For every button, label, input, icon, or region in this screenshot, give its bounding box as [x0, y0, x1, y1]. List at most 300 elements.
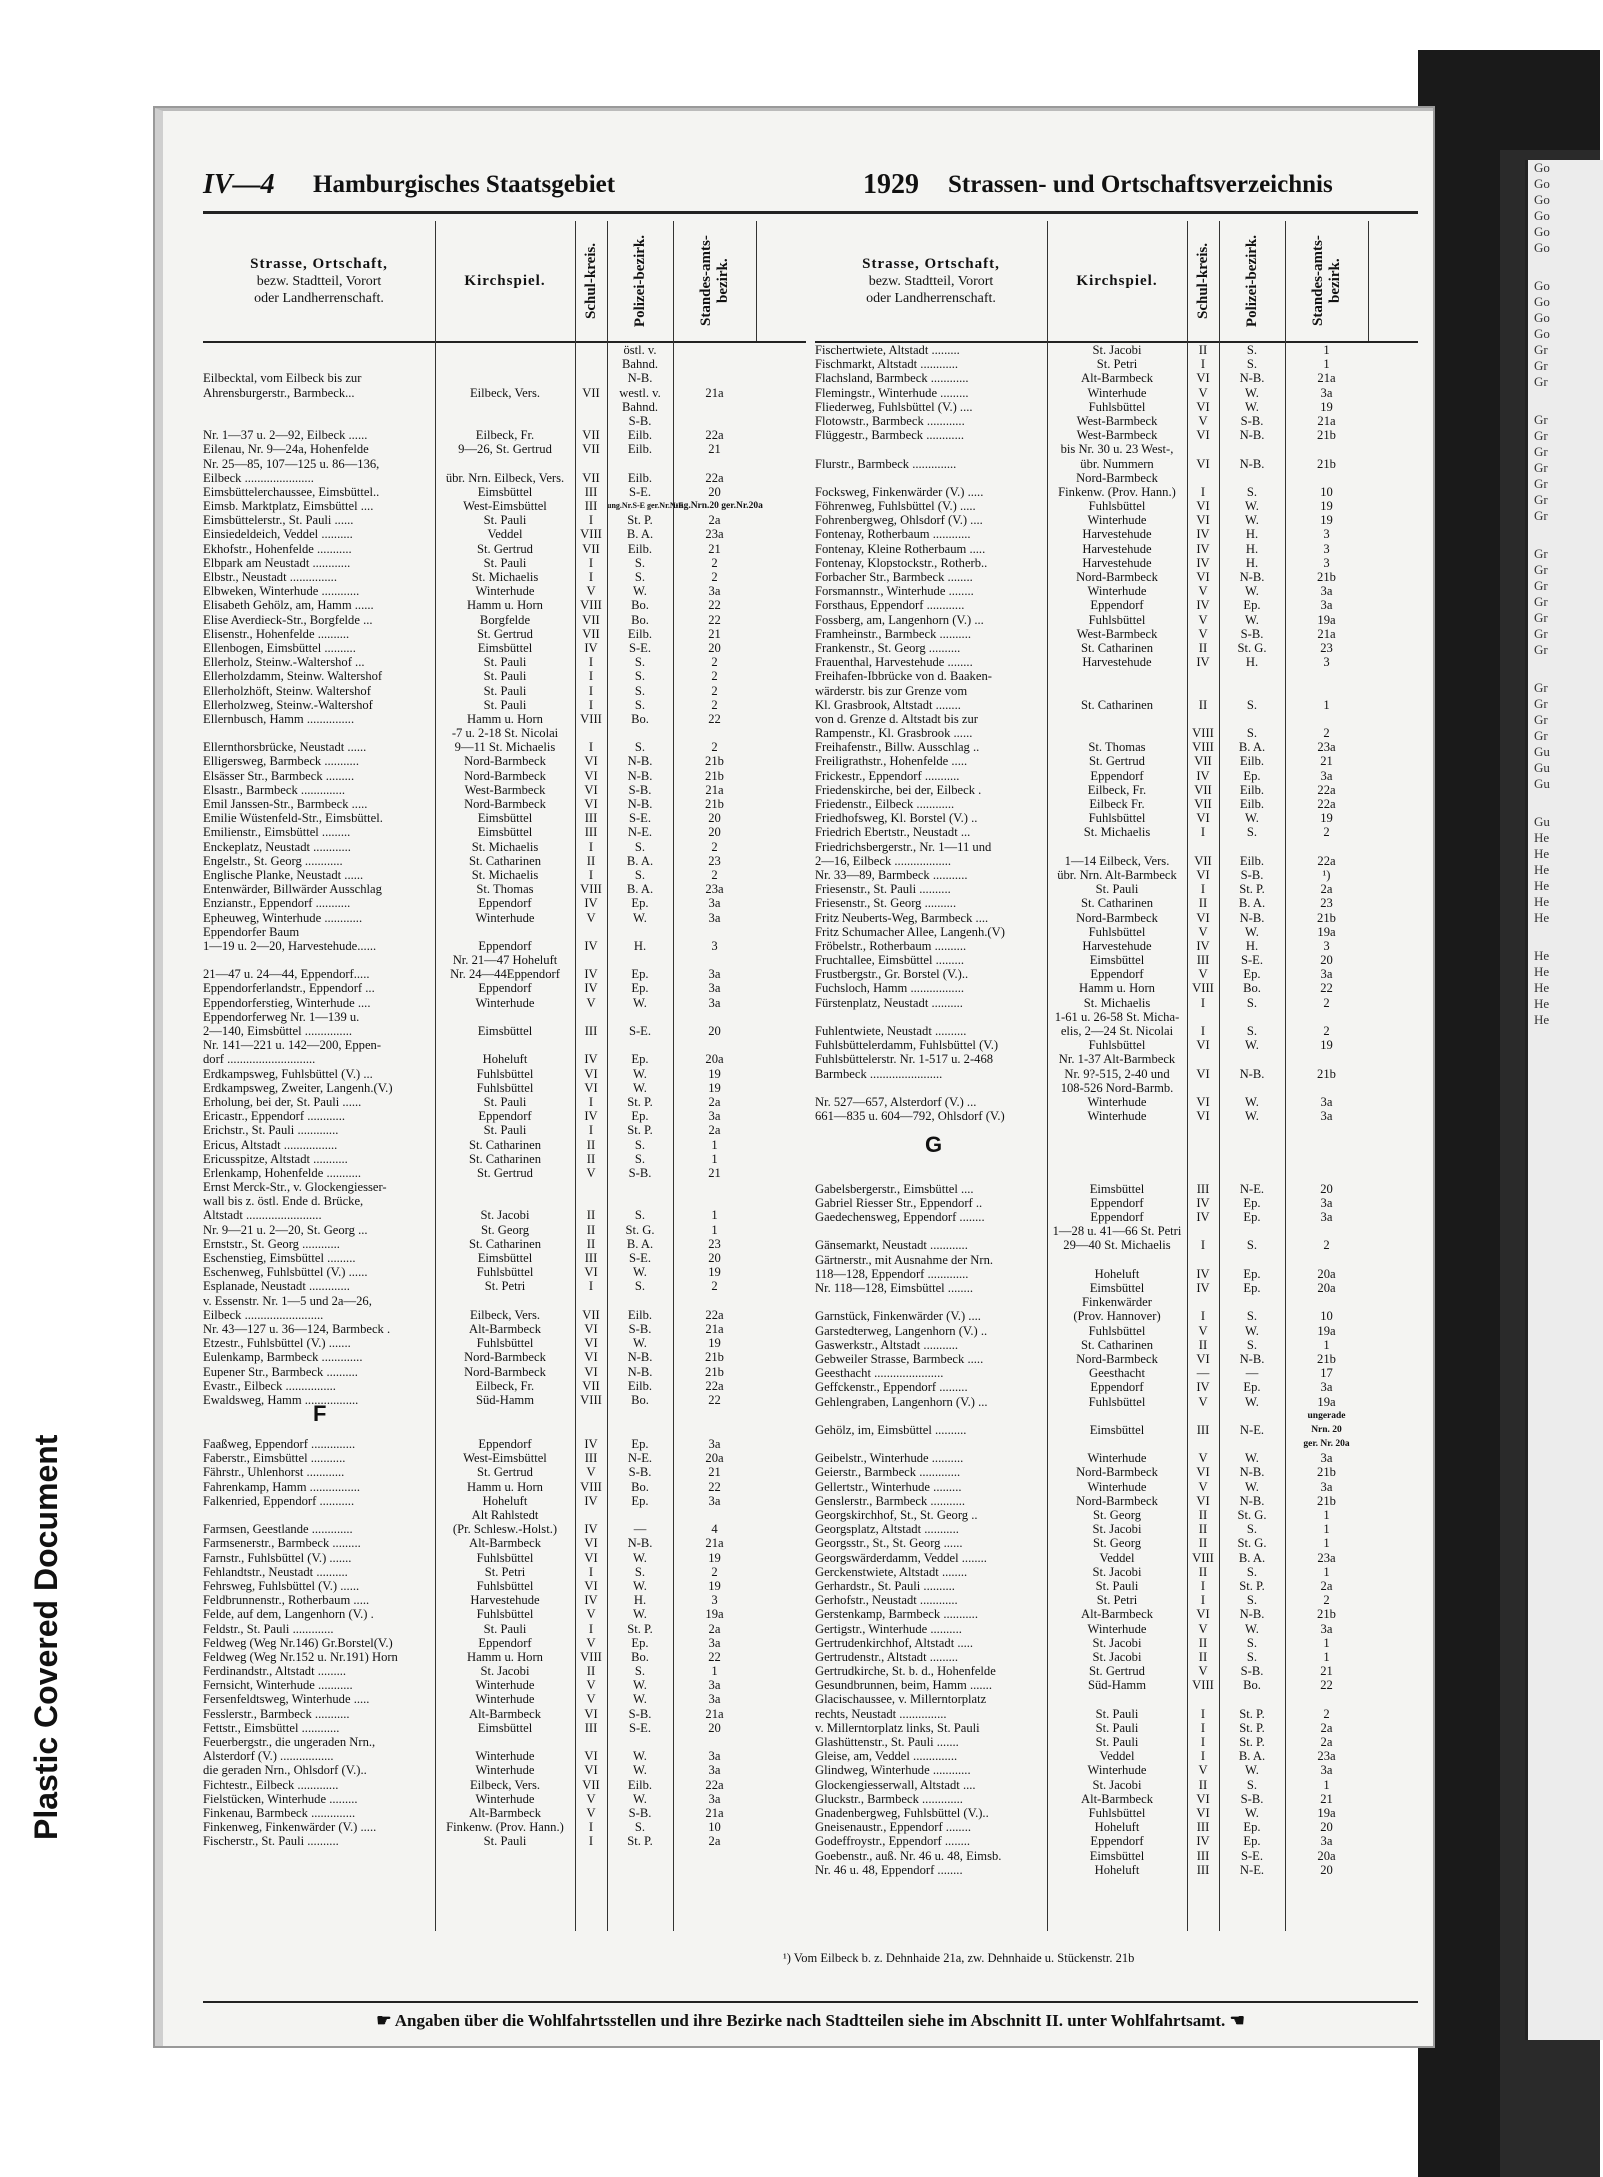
parish: Hoheluft: [482, 1052, 528, 1067]
school-district: VI: [1196, 399, 1210, 414]
parish: Winterhude: [1087, 1451, 1147, 1466]
street-entry: [203, 1265, 806, 1279]
next-page-fragment: Gr: [1534, 562, 1548, 577]
parish: übr. Nummern: [1080, 456, 1154, 471]
street-entry: [203, 1393, 806, 1407]
street-entry: [815, 627, 1418, 641]
school-district: IV: [584, 1109, 598, 1124]
street-entry: [203, 939, 806, 953]
school-district: [1187, 1253, 1219, 1267]
police-district: [1219, 1253, 1285, 1267]
registry-district: 21b: [1317, 1465, 1336, 1480]
police-district: Bo.: [631, 598, 649, 613]
street-entry: [815, 882, 1418, 896]
registry-district: 20: [1320, 1181, 1333, 1196]
police-district: W.: [1245, 1479, 1259, 1494]
parish: Veddel: [1099, 1749, 1135, 1764]
street-name: Feldstr., St. Pauli .............: [203, 1621, 334, 1636]
street-name: Flachsland, Barmbeck ............: [815, 371, 969, 386]
police-district: S.: [634, 1564, 646, 1579]
registry-district: 10: [708, 1820, 721, 1835]
school-district: I: [1200, 1735, 1206, 1749]
police-district: B. A.: [1238, 1550, 1266, 1565]
police-district: Eilb.: [1239, 853, 1265, 868]
school-district: VI: [1196, 513, 1210, 528]
police-district: S.: [1246, 1522, 1258, 1537]
street-name: dorf ............................: [203, 1052, 316, 1067]
street-entry: [203, 967, 806, 981]
school-district: II: [1198, 1536, 1208, 1551]
registry-district: 3a: [708, 1109, 721, 1124]
next-page-fragment: Gr: [1534, 642, 1548, 657]
registry-district: 2: [1323, 1024, 1330, 1038]
registry-district: 20a: [1317, 1281, 1336, 1295]
police-district: W.: [1245, 924, 1259, 939]
parish: [435, 457, 575, 471]
school-district: [1187, 1224, 1219, 1238]
school-district: I: [1200, 1593, 1206, 1608]
registry-district: 19a: [1317, 612, 1336, 627]
police-district: Ep.: [1243, 1210, 1261, 1225]
parish: St. Gertrud: [1089, 1664, 1145, 1679]
police-district: Bo.: [1243, 981, 1261, 996]
police-district: S-B.: [628, 1706, 652, 1721]
police-district: S.: [1246, 1238, 1258, 1253]
street-entry: [203, 726, 806, 740]
street-entry: [815, 1224, 1418, 1238]
school-district: VIII: [580, 711, 602, 726]
street-name: Nr. 141—221 u. 142—200, Eppen-: [203, 1038, 382, 1053]
street-entry: [815, 1109, 1418, 1123]
school-district: I: [1200, 825, 1206, 840]
header-parish: [1047, 221, 1188, 341]
street-name: Etzestr., Fuhlsbüttel (V.) .......: [203, 1336, 351, 1351]
header-street-line: oder Landherrenschaft.: [866, 290, 996, 306]
street-entry: [203, 386, 806, 400]
street-name: Gluckstr., Barmbeck .............: [815, 1791, 963, 1806]
police-district: Ep.: [1243, 1266, 1261, 1281]
street-entry: [815, 740, 1418, 754]
registry-district: 20: [708, 1251, 721, 1265]
street-entry: [203, 740, 806, 754]
registry-district: 19: [708, 1550, 721, 1565]
registry-district: 22: [708, 711, 721, 726]
school-district: IV: [1196, 1210, 1210, 1225]
street-name: Elisenstr., Hohenfelde ..........: [203, 626, 350, 641]
school-district: [1187, 669, 1219, 683]
street-name: Gertrudkirche, St. b. d., Hohenfelde: [815, 1664, 996, 1679]
police-district: [1219, 840, 1285, 854]
registry-district: 2: [1323, 1706, 1330, 1721]
police-district: St. G.: [1237, 1536, 1267, 1551]
street-name: Fritz Schumacher Allee, Langenh.(V): [815, 924, 1005, 939]
school-district: I: [1200, 1578, 1206, 1593]
school-district: [575, 1038, 607, 1052]
police-district: N-B.: [1239, 1066, 1265, 1081]
police-district: [607, 457, 673, 471]
street-entry: [815, 1309, 1418, 1323]
parish: St. Catharinen: [1080, 697, 1154, 712]
street-entry: [815, 1038, 1418, 1052]
police-district: S.: [1246, 357, 1258, 372]
police-district: S-B.: [628, 1165, 652, 1180]
school-district: VII: [1194, 754, 1212, 769]
police-district: S-B.: [628, 1805, 652, 1820]
street-name: Ferdinandstr., Altstadt .........: [203, 1664, 347, 1679]
street-entry: [203, 1138, 806, 1152]
street-name: Finkenweg, Finkenwärder (V.) .....: [203, 1820, 377, 1835]
street-entry: [203, 371, 806, 385]
police-district: W.: [1245, 1323, 1259, 1338]
next-page-fragment: He: [1534, 980, 1550, 995]
street-name: Gebweiler Strasse, Barmbeck .....: [815, 1351, 984, 1366]
street-entry: [815, 896, 1418, 910]
street-name: Gabelsbergerstr., Eimsbüttel ....: [815, 1181, 974, 1196]
street-entry: [203, 769, 806, 783]
school-district: IV: [1196, 938, 1210, 953]
street-name: Gertrudenstr., Altstadt .........: [815, 1649, 959, 1664]
street-entry: [815, 1849, 1418, 1863]
school-district: IV: [1196, 555, 1210, 570]
police-district: Eilb.: [627, 1307, 653, 1322]
street-entry: [815, 1010, 1418, 1024]
registry-district: 2: [1323, 726, 1330, 741]
police-district: H.: [1245, 555, 1259, 570]
registry-district: [1285, 840, 1368, 854]
registry-district: [1285, 1081, 1368, 1095]
police-district: Ep.: [631, 1493, 649, 1508]
registry-district: [1285, 712, 1368, 726]
street-name: Fischerstr., St. Pauli ..........: [203, 1834, 339, 1849]
school-district: I: [588, 555, 594, 570]
school-district: VI: [584, 1336, 598, 1351]
street-entry: [815, 1763, 1418, 1777]
parish: St. Georg: [1092, 1508, 1142, 1522]
next-page-fragment: Gr: [1534, 578, 1548, 593]
parish: St. Pauli: [1095, 882, 1139, 897]
parish: Eppendorf: [1090, 1834, 1144, 1849]
school-district: VII: [582, 1307, 600, 1322]
police-district: S-E.: [628, 1720, 652, 1735]
street-entry: [203, 1067, 806, 1081]
street-entry: [815, 598, 1418, 612]
school-district: III: [584, 499, 598, 514]
street-entry: [203, 1678, 806, 1692]
police-district: Ep.: [631, 1635, 649, 1650]
school-district: VI: [584, 1350, 598, 1365]
street-entry: [203, 1437, 806, 1451]
parish: Winterhude: [1087, 1763, 1147, 1778]
registry-district: 21: [708, 1165, 721, 1180]
school-district: I: [588, 570, 594, 584]
parish: St. Gertrud: [477, 1165, 533, 1180]
registry-district: 1: [1323, 1337, 1330, 1352]
street-name: Entenwärder, Billwärder Ausschlag: [203, 882, 382, 897]
street-entry: [815, 1522, 1418, 1536]
school-district: VI: [1196, 1066, 1210, 1081]
parish: Alt-Barmbeck: [468, 1321, 542, 1336]
police-district: [1219, 1295, 1285, 1309]
school-district: [575, 1294, 607, 1308]
street-name: von d. Grenze d. Altstadt bis zur: [815, 711, 978, 726]
registry-district: 19a: [1317, 1323, 1336, 1338]
school-district: V: [1198, 612, 1208, 627]
parish: [435, 343, 575, 357]
police-district: W.: [1245, 584, 1259, 599]
next-page-fragment: Gr: [1534, 508, 1548, 523]
parish: West-Barmbeck: [1076, 428, 1158, 443]
pointing-hand-left-icon: ☚: [1229, 2011, 1245, 2030]
street-entry: [815, 981, 1418, 995]
school-district: VI: [584, 1706, 598, 1721]
street-name: Fossberg, am, Langenhorn (V.) ...: [815, 612, 984, 627]
street-name: Fersenfeldtsweg, Winterhude .....: [203, 1692, 370, 1707]
registry-district: [1285, 1253, 1368, 1267]
police-district: S.: [634, 655, 646, 670]
registry-district: 21a: [1317, 626, 1336, 641]
parish: St. Jacobi: [480, 1664, 530, 1679]
registry-district: 10: [1320, 1309, 1333, 1324]
parish: St. Jacobi: [1092, 1777, 1142, 1792]
police-district: N-E.: [1239, 1422, 1265, 1437]
school-district: VI: [584, 1364, 598, 1379]
registry-district: [673, 1180, 756, 1194]
registry-district: 21b: [705, 797, 724, 811]
parish: St. Gertrud: [1089, 754, 1145, 769]
parish: Eimsbüttel: [477, 640, 533, 655]
parish: Hamm u. Horn: [467, 1649, 543, 1664]
registry-district: 19a: [1317, 1805, 1336, 1820]
street-name: Elisabeth Gehölz, am, Hamm ......: [203, 598, 374, 613]
street-entry: [815, 1437, 1418, 1451]
registry-district: [673, 1294, 756, 1308]
registry-district: 19: [708, 1265, 721, 1280]
registry-district: [673, 1010, 756, 1024]
street-entry: [203, 669, 806, 683]
registry-district: 22a: [705, 470, 724, 485]
street-entry: [815, 825, 1418, 839]
parish: Alt-Barmbeck: [468, 1536, 542, 1551]
school-district: V: [1198, 626, 1208, 641]
police-district: B. A.: [626, 527, 654, 542]
school-district: VIII: [580, 1392, 602, 1407]
left-column: [203, 221, 806, 1849]
street-name: Erlenkamp, Hohenfelde ...........: [203, 1165, 362, 1180]
parish: Nord-Barmbeck: [464, 1364, 546, 1379]
side-label: Plastic Covered Document: [28, 1434, 64, 1840]
registry-district: 22a: [1317, 853, 1336, 868]
school-district: V: [1198, 924, 1208, 939]
section-letter-text: F: [313, 1401, 327, 1427]
street-name: Emilienstr., Eimsbüttel .........: [203, 825, 351, 840]
street-entry: [203, 471, 806, 485]
parish: Eppendorf: [478, 938, 532, 953]
next-page-fragment: Go: [1534, 240, 1550, 255]
registry-district: 3a: [1320, 1479, 1333, 1494]
registry-district: [673, 414, 756, 428]
police-district: W.: [1245, 1805, 1259, 1820]
registry-district: 19: [1320, 513, 1333, 528]
parish: Eilbeck, Fr.: [1087, 782, 1147, 797]
street-name: Frauenthal, Harvestehude ........: [815, 655, 973, 670]
parish: Harvestehude: [1082, 938, 1152, 953]
school-district: IV: [584, 640, 598, 655]
street-name: Glockengiesserwall, Altstadt ....: [815, 1777, 976, 1792]
street-entry: [815, 1168, 1418, 1182]
registry-district: 21a: [705, 1706, 724, 1721]
street-name: Gärtnerstr., mit Ausnahme der Nrn.: [815, 1252, 994, 1267]
next-page-fragment: Go: [1534, 278, 1550, 293]
school-district: I: [588, 867, 594, 882]
street-entry: [203, 1806, 806, 1820]
header-street: [203, 221, 436, 341]
street-name: 2—16, Eilbeck ..................: [815, 853, 952, 868]
police-district: N-B.: [627, 797, 653, 811]
parish: bis Nr. 30 u. 23 West-,: [1060, 442, 1174, 457]
parish: Eppendorf: [1090, 598, 1144, 613]
street-name: Friedrich Ebertstr., Neustadt ...: [815, 825, 971, 840]
street-entry: [815, 1593, 1418, 1607]
registry-district: 1: [711, 1151, 718, 1166]
police-district: [607, 726, 673, 740]
parish: West-Eimsbüttel: [463, 1451, 547, 1466]
school-district: VI: [1196, 1038, 1210, 1053]
street-name: Nr. 33—89, Barmbeck ...........: [815, 867, 968, 882]
street-name: Fielstücken, Winterhude .........: [203, 1791, 358, 1806]
police-district: Bo.: [1243, 1678, 1261, 1693]
registry-district: 1: [711, 1208, 718, 1223]
street-name: Gleise, am, Veddel ..............: [815, 1749, 958, 1764]
parish: [435, 1194, 575, 1208]
parish: Hoheluft: [482, 1493, 528, 1508]
police-district: N-E.: [1239, 1862, 1265, 1877]
street-entry: [203, 457, 806, 471]
parish: Geesthacht: [1089, 1366, 1145, 1381]
school-district: II: [586, 853, 596, 868]
street-name: [815, 1010, 1047, 1024]
street-entry: [203, 513, 806, 527]
police-district: [1219, 684, 1285, 698]
parish: St. Pauli: [1095, 1706, 1139, 1721]
school-district: VIII: [1192, 981, 1214, 996]
street-entry: [815, 499, 1418, 513]
police-district: S-E.: [628, 811, 652, 826]
parish: Eimsbüttel: [477, 484, 533, 499]
street-name: Eimsbüttelerchaussee, Eimsbüttel..: [203, 484, 380, 499]
street-name: Gesundbrunnen, beim, Hamm .......: [815, 1678, 992, 1693]
school-district: VIII: [1192, 1550, 1214, 1565]
police-district: St. P.: [1239, 1735, 1265, 1749]
registry-district: 1: [1323, 357, 1330, 372]
registry-district: 21b: [1317, 428, 1336, 443]
registry-district: [673, 1194, 756, 1208]
school-district: I: [588, 683, 594, 698]
parish: [435, 1294, 575, 1308]
school-district: II: [586, 1664, 596, 1679]
police-district: S.: [1246, 1649, 1258, 1664]
street-name: Georgskirchhof, St., St. Georg ..: [815, 1508, 978, 1522]
police-district: S.: [634, 1820, 646, 1835]
street-name: Godeffroystr., Eppendorf ........: [815, 1834, 971, 1849]
street-entry: [815, 1692, 1418, 1706]
police-district: S-E.: [628, 1251, 652, 1265]
street-name: Elbpark am Neustadt ............: [203, 555, 351, 570]
school-district: VIII: [580, 527, 602, 542]
registry-district: 20a: [705, 1451, 724, 1466]
street-entry: [815, 967, 1418, 981]
street-entry: [815, 584, 1418, 598]
street-entry: [815, 1210, 1418, 1224]
police-district: Eilb.: [627, 470, 653, 485]
registry-district: 21: [1320, 754, 1333, 769]
parish: St. Pauli: [483, 655, 527, 670]
registry-district: [673, 400, 756, 414]
parish: [1047, 1168, 1187, 1182]
next-page-fragment: Gr: [1534, 712, 1548, 727]
next-page-fragment: Go: [1534, 160, 1550, 175]
police-district: S-B.: [1240, 626, 1264, 641]
street-entry: [815, 542, 1418, 556]
police-district: S-B.: [1240, 1791, 1264, 1806]
school-district: III: [584, 811, 598, 826]
parish: Nr. 21—47 Hoheluft: [452, 953, 558, 968]
police-district: Ep.: [1243, 1820, 1261, 1835]
school-district: VII: [1194, 782, 1212, 797]
registry-district: [673, 953, 756, 967]
street-name: [203, 726, 435, 740]
street-entry: [815, 1721, 1418, 1735]
police-district: Ep.: [631, 981, 649, 996]
registry-district: 2a: [1320, 1720, 1333, 1735]
police-district: [607, 1038, 673, 1052]
street-entry: [815, 1238, 1418, 1252]
street-entry: [203, 1451, 806, 1465]
street-name: Gnadenbergweg, Fuhlsbüttel (V.)..: [815, 1805, 989, 1820]
school-district: [575, 371, 607, 385]
parish: [1047, 1437, 1187, 1451]
parish: [1047, 726, 1187, 740]
street-entry: [203, 1095, 806, 1109]
parish: 29—40 St. Michaelis: [1063, 1238, 1171, 1253]
registry-district: 1: [1323, 343, 1330, 357]
right-column: [815, 221, 1418, 1877]
registry-district: 21b: [1317, 910, 1336, 925]
street-name: wärderstr. bis zur Grenze vom: [815, 683, 968, 698]
street-name: Geierstr., Barmbeck .............: [815, 1465, 961, 1480]
parish: Alt-Barmbeck: [1080, 371, 1154, 386]
street-name: Fontenay, Klopstockstr., Rotherb..: [815, 555, 988, 570]
registry-district: 3: [711, 938, 718, 953]
header-police-label: Polizei-bezirk.: [1243, 234, 1260, 328]
street-name: Farmsenerstr., Barmbeck .........: [203, 1536, 361, 1551]
street-entry: [815, 1508, 1418, 1522]
section-letter-text: G: [925, 1131, 943, 1157]
street-name: Glacischaussee, v. Millerntorplatz: [815, 1692, 987, 1707]
registry-district: 21a: [1317, 413, 1336, 428]
next-page-fragment: He: [1534, 910, 1550, 925]
police-district: westl. v.: [619, 385, 661, 400]
police-district: W.: [1245, 399, 1259, 414]
street-name: Erholung, bei der, St. Pauli ......: [203, 1094, 362, 1109]
next-page-fragment: Go: [1534, 294, 1550, 309]
street-entry: [203, 1536, 806, 1550]
police-district: [607, 953, 673, 967]
parish: Winterhude: [475, 1678, 535, 1693]
street-name: Eschenweg, Fuhlsbüttel (V.) ......: [203, 1265, 368, 1280]
parish: St. Jacobi: [480, 1208, 530, 1223]
school-district: VI: [584, 1578, 598, 1593]
registry-district: [673, 1038, 756, 1052]
